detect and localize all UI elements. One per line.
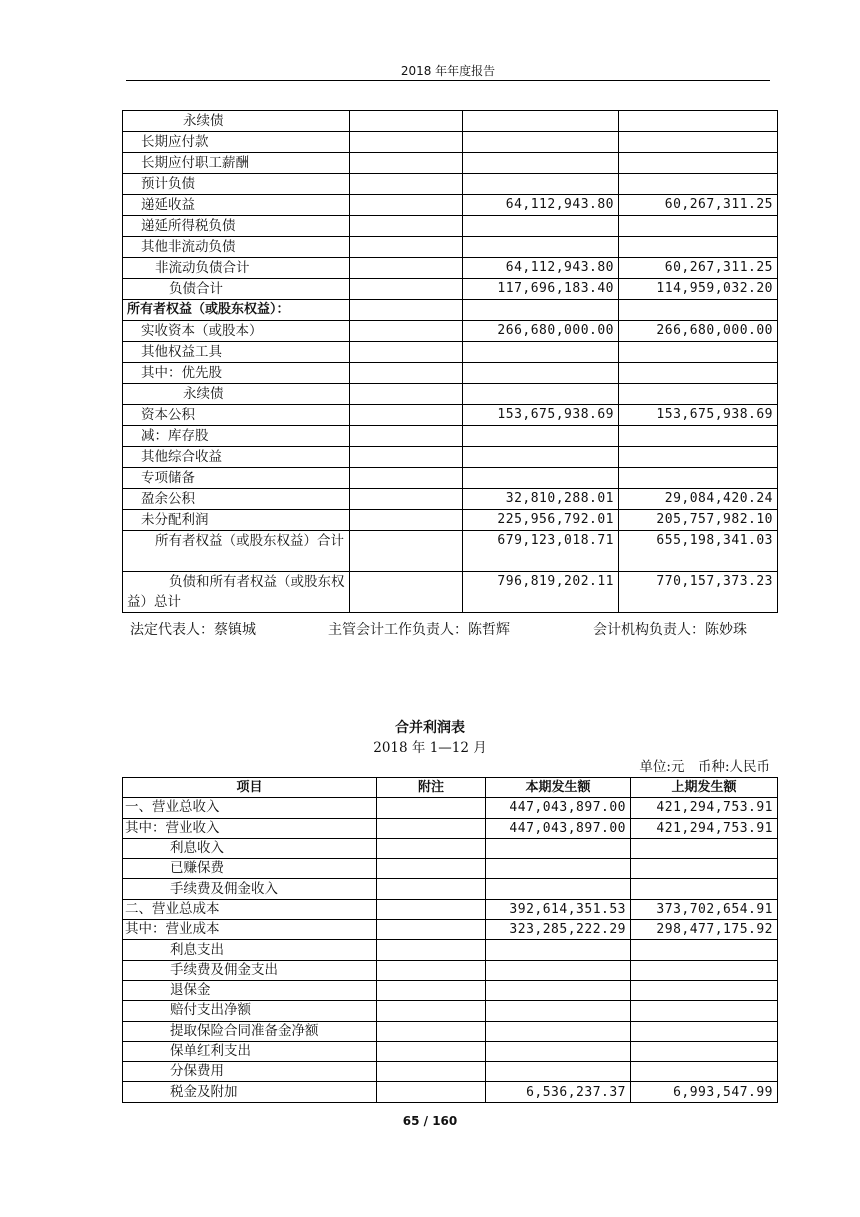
table-row xyxy=(123,321,778,342)
empty-cell xyxy=(350,489,463,510)
column-header-current-period: 本期发生额 xyxy=(486,778,631,798)
table-row xyxy=(123,426,778,447)
current-balance-cell xyxy=(463,174,619,195)
row-label-cell: 预计负债 xyxy=(123,174,350,195)
current-period-cell xyxy=(486,980,631,1000)
table-row xyxy=(123,798,778,818)
prior-period-cell xyxy=(631,838,778,858)
row-label-cell: 永续债 xyxy=(123,384,350,405)
table-row xyxy=(123,940,778,960)
empty-cell xyxy=(350,363,463,384)
table-header-row xyxy=(123,778,778,798)
signature-line xyxy=(130,620,780,640)
empty-cell xyxy=(350,510,463,531)
current-period-cell: 447,043,897.00 xyxy=(486,818,631,838)
current-balance-cell xyxy=(463,132,619,153)
row-label-cell: 利息收入 xyxy=(123,838,377,858)
table-row xyxy=(123,468,778,489)
prior-balance-cell: 29,084,420.24 xyxy=(619,489,778,510)
balance-sheet-table xyxy=(122,110,778,613)
row-label-cell: 负债合计 xyxy=(123,279,350,300)
prior-period-cell xyxy=(631,1062,778,1082)
empty-cell xyxy=(350,468,463,489)
table-row xyxy=(123,920,778,940)
empty-cell xyxy=(350,258,463,279)
prior-period-cell: 6,993,547.99 xyxy=(631,1082,778,1102)
page-header-title: 2018 年年度报告 xyxy=(400,64,496,78)
current-balance-cell: 266,680,000.00 xyxy=(463,321,619,342)
table-row xyxy=(123,216,778,237)
table-row xyxy=(123,510,778,531)
current-balance-cell xyxy=(463,153,619,174)
note-cell xyxy=(377,1001,486,1021)
current-period-cell xyxy=(486,1021,631,1041)
prior-balance-cell xyxy=(619,468,778,489)
note-cell xyxy=(377,899,486,919)
row-label-cell: 实收资本（或股本） xyxy=(123,321,350,342)
accounting-head: 主管会计工作负责人：陈哲辉 xyxy=(328,622,510,638)
current-balance-cell: 153,675,938.69 xyxy=(463,405,619,426)
current-balance-cell: 679,123,018.71 xyxy=(463,531,619,572)
current-period-cell: 392,614,351.53 xyxy=(486,899,631,919)
row-label-cell: 资本公积 xyxy=(123,405,350,426)
table-row xyxy=(123,111,778,132)
current-balance-cell: 64,112,943.80 xyxy=(463,195,619,216)
current-period-cell: 6,536,237.37 xyxy=(486,1082,631,1102)
current-balance-cell: 32,810,288.01 xyxy=(463,489,619,510)
row-label-cell: 保单红利支出 xyxy=(123,1041,377,1061)
note-cell xyxy=(377,838,486,858)
row-label-cell: 专项储备 xyxy=(123,468,350,489)
current-balance-cell xyxy=(463,111,619,132)
empty-cell xyxy=(350,195,463,216)
prior-balance-cell xyxy=(619,447,778,468)
row-label-cell: 盈余公积 xyxy=(123,489,350,510)
current-period-cell xyxy=(486,940,631,960)
row-label-cell: 长期应付款 xyxy=(123,132,350,153)
current-period-cell xyxy=(486,859,631,879)
note-cell xyxy=(377,940,486,960)
table-row xyxy=(123,174,778,195)
row-label-cell: 其他非流动负债 xyxy=(123,237,350,258)
prior-balance-cell: 770,157,373.23 xyxy=(619,572,778,613)
prior-balance-cell xyxy=(619,384,778,405)
row-label-cell: 长期应付职工薪酬 xyxy=(123,153,350,174)
current-balance-cell xyxy=(463,447,619,468)
prior-balance-cell xyxy=(619,363,778,384)
table-row xyxy=(123,279,778,300)
prior-period-cell xyxy=(631,1041,778,1061)
note-cell xyxy=(377,859,486,879)
prior-balance-cell: 114,959,032.20 xyxy=(619,279,778,300)
table-row xyxy=(123,899,778,919)
prior-balance-cell xyxy=(619,300,778,321)
note-cell xyxy=(377,1041,486,1061)
current-period-cell: 447,043,897.00 xyxy=(486,798,631,818)
current-balance-cell xyxy=(463,237,619,258)
note-cell xyxy=(377,879,486,899)
row-label-cell: 二、营业总成本 xyxy=(123,899,377,919)
prior-balance-cell: 60,267,311.25 xyxy=(619,258,778,279)
row-label-cell: 税金及附加 xyxy=(123,1082,377,1102)
row-label-cell: 利息支出 xyxy=(123,940,377,960)
empty-cell xyxy=(350,531,463,572)
prior-balance-cell: 60,267,311.25 xyxy=(619,195,778,216)
table-row xyxy=(123,342,778,363)
current-balance-cell: 64,112,943.80 xyxy=(463,258,619,279)
current-balance-cell: 117,696,183.40 xyxy=(463,279,619,300)
prior-balance-cell xyxy=(619,216,778,237)
table-row xyxy=(123,1021,778,1041)
table-row xyxy=(123,384,778,405)
row-label-cell: 其他权益工具 xyxy=(123,342,350,363)
row-label-cell: 所有者权益（或股东权益）合计 xyxy=(123,531,350,572)
empty-cell xyxy=(350,237,463,258)
current-period-cell xyxy=(486,1001,631,1021)
row-label-cell: 一、营业总收入 xyxy=(123,798,377,818)
table-row xyxy=(123,1062,778,1082)
note-cell xyxy=(377,920,486,940)
row-label-cell: 其中：营业成本 xyxy=(123,920,377,940)
prior-period-cell xyxy=(631,980,778,1000)
row-label-cell: 递延收益 xyxy=(123,195,350,216)
current-period-cell xyxy=(486,879,631,899)
prior-period-cell xyxy=(631,960,778,980)
current-balance-cell xyxy=(463,363,619,384)
current-period-cell xyxy=(486,1062,631,1082)
note-cell xyxy=(377,818,486,838)
current-balance-cell xyxy=(463,216,619,237)
column-header-prior-period: 上期发生额 xyxy=(631,778,778,798)
row-label-cell: 手续费及佣金支出 xyxy=(123,960,377,980)
table-row xyxy=(123,818,778,838)
income-statement-table xyxy=(122,777,778,1103)
current-period-cell xyxy=(486,1041,631,1061)
row-label-cell: 提取保险合同准备金净额 xyxy=(123,1021,377,1041)
current-balance-cell xyxy=(463,384,619,405)
prior-balance-cell xyxy=(619,153,778,174)
row-label-cell: 赔付支出净额 xyxy=(123,1001,377,1021)
income-statement-body xyxy=(123,798,778,1102)
current-period-cell xyxy=(486,960,631,980)
empty-cell xyxy=(350,426,463,447)
empty-cell xyxy=(350,279,463,300)
row-label-cell: 永续债 xyxy=(123,111,350,132)
prior-period-cell xyxy=(631,940,778,960)
prior-period-cell xyxy=(631,859,778,879)
column-header-note: 附注 xyxy=(377,778,486,798)
table-row xyxy=(123,838,778,858)
row-label-cell: 减：库存股 xyxy=(123,426,350,447)
table-row xyxy=(123,531,778,572)
table-row xyxy=(123,489,778,510)
page-number: 65 / 160 xyxy=(402,1114,458,1128)
empty-cell xyxy=(350,300,463,321)
table-row xyxy=(123,980,778,1000)
accounting-institution-head: 会计机构负责人：陈妙珠 xyxy=(593,622,747,638)
current-period-cell: 323,285,222.29 xyxy=(486,920,631,940)
table-row xyxy=(123,879,778,899)
note-cell xyxy=(377,960,486,980)
table-row xyxy=(123,960,778,980)
prior-balance-cell xyxy=(619,237,778,258)
table-row xyxy=(123,237,778,258)
row-label-cell: 未分配利润 xyxy=(123,510,350,531)
empty-cell xyxy=(350,384,463,405)
prior-period-cell: 421,294,753.91 xyxy=(631,818,778,838)
empty-cell xyxy=(350,216,463,237)
prior-period-cell xyxy=(631,1001,778,1021)
empty-cell xyxy=(350,405,463,426)
prior-balance-cell xyxy=(619,342,778,363)
balance-sheet-body xyxy=(123,111,778,613)
prior-balance-cell: 266,680,000.00 xyxy=(619,321,778,342)
table-row xyxy=(123,153,778,174)
income-statement-period: 2018 年 1—12 月 xyxy=(373,740,487,756)
empty-cell xyxy=(350,572,463,613)
table-row xyxy=(123,363,778,384)
prior-period-cell xyxy=(631,879,778,899)
table-row xyxy=(123,1082,778,1102)
note-cell xyxy=(377,798,486,818)
row-label-cell: 非流动负债合计 xyxy=(123,258,350,279)
prior-balance-cell xyxy=(619,174,778,195)
table-row xyxy=(123,405,778,426)
table-row xyxy=(123,1001,778,1021)
current-balance-cell xyxy=(463,468,619,489)
row-label-cell: 所有者权益（或股东权益）： xyxy=(123,300,350,321)
prior-period-cell: 298,477,175.92 xyxy=(631,920,778,940)
row-label-cell: 手续费及佣金收入 xyxy=(123,879,377,899)
note-cell xyxy=(377,1062,486,1082)
current-balance-cell xyxy=(463,300,619,321)
current-balance-cell xyxy=(463,342,619,363)
row-label-cell: 其中：优先股 xyxy=(123,363,350,384)
empty-cell xyxy=(350,153,463,174)
row-label-cell: 退保金 xyxy=(123,980,377,1000)
current-balance-cell: 796,819,202.11 xyxy=(463,572,619,613)
prior-balance-cell xyxy=(619,132,778,153)
note-cell xyxy=(377,1021,486,1041)
prior-period-cell: 373,702,654.91 xyxy=(631,899,778,919)
current-period-cell xyxy=(486,838,631,858)
prior-period-cell xyxy=(631,1021,778,1041)
row-label-cell: 递延所得税负债 xyxy=(123,216,350,237)
row-label-cell: 已赚保费 xyxy=(123,859,377,879)
header-divider xyxy=(126,80,770,81)
legal-representative: 法定代表人：蔡镇城 xyxy=(130,622,256,638)
current-balance-cell: 225,956,792.01 xyxy=(463,510,619,531)
note-cell xyxy=(377,1082,486,1102)
row-label-cell: 分保费用 xyxy=(123,1062,377,1082)
empty-cell xyxy=(350,174,463,195)
table-row xyxy=(123,300,778,321)
table-row xyxy=(123,447,778,468)
note-cell xyxy=(377,980,486,1000)
prior-balance-cell: 655,198,341.03 xyxy=(619,531,778,572)
income-statement-title: 合并利润表 xyxy=(395,720,465,736)
empty-cell xyxy=(350,132,463,153)
prior-balance-cell xyxy=(619,426,778,447)
empty-cell xyxy=(350,321,463,342)
table-row xyxy=(123,195,778,216)
row-label-cell: 其他综合收益 xyxy=(123,447,350,468)
column-header-item: 项目 xyxy=(123,778,377,798)
prior-balance-cell xyxy=(619,111,778,132)
prior-balance-cell: 205,757,982.10 xyxy=(619,510,778,531)
empty-cell xyxy=(350,342,463,363)
prior-balance-cell: 153,675,938.69 xyxy=(619,405,778,426)
row-label-cell: 其中：营业收入 xyxy=(123,818,377,838)
table-row xyxy=(123,859,778,879)
table-row xyxy=(123,572,778,613)
table-row xyxy=(123,1041,778,1061)
table-row xyxy=(123,132,778,153)
currency-unit-note: 单位:元 币种:人民币 xyxy=(639,759,770,775)
row-label-cell: 负债和所有者权益（或股东权益）总计 xyxy=(123,572,350,613)
current-balance-cell xyxy=(463,426,619,447)
prior-period-cell: 421,294,753.91 xyxy=(631,798,778,818)
empty-cell xyxy=(350,447,463,468)
table-row xyxy=(123,258,778,279)
empty-cell xyxy=(350,111,463,132)
